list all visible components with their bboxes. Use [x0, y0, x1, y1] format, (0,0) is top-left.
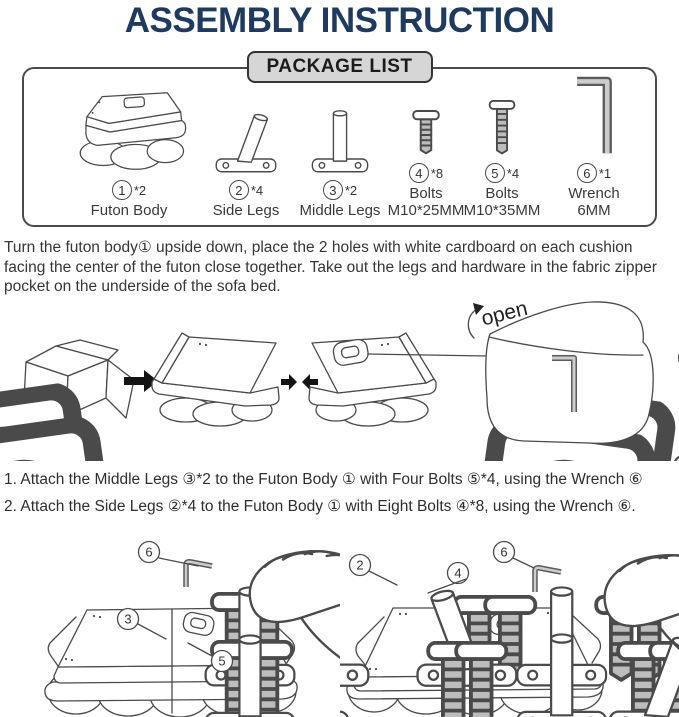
futon-body-icon: [65, 88, 193, 176]
item-name: Side Legs: [212, 202, 280, 219]
label-circle-wrench: [494, 542, 535, 569]
step-1-text: 1. Attach the Middle Legs ③*2 to the Futon Body ① with Four Bolts ⑤*4, using the Wrench ⑥: [4, 471, 643, 488]
item-spec: M10*35MM: [463, 202, 541, 219]
item-spec: 6MM: [577, 202, 611, 219]
item-spec: M10*25MM: [387, 202, 465, 219]
item-qty: *1: [598, 165, 612, 181]
side-leg-icon: [212, 88, 280, 176]
svg-text:5: 5: [218, 653, 226, 669]
item-qty: *2: [133, 182, 147, 198]
assembly-step1-diagram: [20, 535, 340, 717]
assembly-steps: [4, 466, 676, 520]
bolt-long-icon: [487, 75, 517, 159]
item-number-circle: 3: [323, 180, 343, 200]
item-number-circle: 2: [229, 180, 249, 200]
bolt-short-icon: [411, 75, 441, 159]
item-number-circle: 1: [112, 180, 132, 200]
item-name: Wrench: [568, 185, 620, 202]
item-number-circle: 6: [577, 163, 597, 183]
intro-line-2: facing the center of the futon close together. Take out the legs and hardware in the fabric zipper: [4, 258, 657, 276]
package-item-wrench: [546, 75, 642, 219]
package-list-box: [22, 56, 657, 227]
item-name: Bolts: [409, 185, 443, 202]
svg-text:3: 3: [124, 611, 132, 627]
open-label: open: [478, 296, 530, 331]
item-name: Middle Legs: [299, 202, 381, 219]
svg-text:6: 6: [500, 544, 508, 560]
label-circle-bolt: [428, 563, 469, 594]
item-qty: *4: [506, 165, 520, 181]
svg-text:6: 6: [145, 544, 153, 560]
item-name: Futon Body: [90, 202, 168, 219]
package-item-middle-legs: [296, 75, 384, 219]
item-name: Bolts: [485, 185, 519, 202]
intro-paragraph: [4, 238, 676, 297]
package-item-side-legs: [202, 75, 290, 219]
package-item-bolts-35: [460, 75, 544, 219]
item-qty: *4: [250, 182, 264, 198]
package-item-bolts-25: [384, 75, 468, 219]
item-number-circle: 4: [409, 163, 429, 183]
wrench-in-hand: [186, 562, 212, 587]
item-qty: *8: [430, 165, 444, 181]
item-number-circle: 5: [485, 163, 505, 183]
page-title: ASSEMBLY INSTRUCTION: [124, 1, 555, 40]
allen-wrench-icon: [571, 71, 618, 159]
middle-leg-icon: [307, 88, 373, 176]
package-list-badge: PACKAGE LIST: [246, 51, 432, 83]
intro-line-3: pocket on the underside of the sofa bed.: [4, 278, 281, 295]
item-qty: *2: [344, 182, 358, 198]
step-2-text: 2. Attach the Side Legs ②*4 to the Futon Body ① with Eight Bolts ④*8, using the Wrench ⑥.: [4, 498, 636, 515]
assembly-step2-diagram: [340, 535, 679, 717]
svg-text:2: 2: [356, 557, 364, 573]
unpacking-diagram: [0, 296, 679, 461]
package-item-futon-body: [62, 75, 196, 219]
label-circle-side-leg: [350, 555, 398, 586]
intro-line-1: Turn the futon body① upside down, place the 2 holes with white cardboard on each cushion: [4, 239, 633, 256]
svg-text:4: 4: [454, 565, 462, 581]
